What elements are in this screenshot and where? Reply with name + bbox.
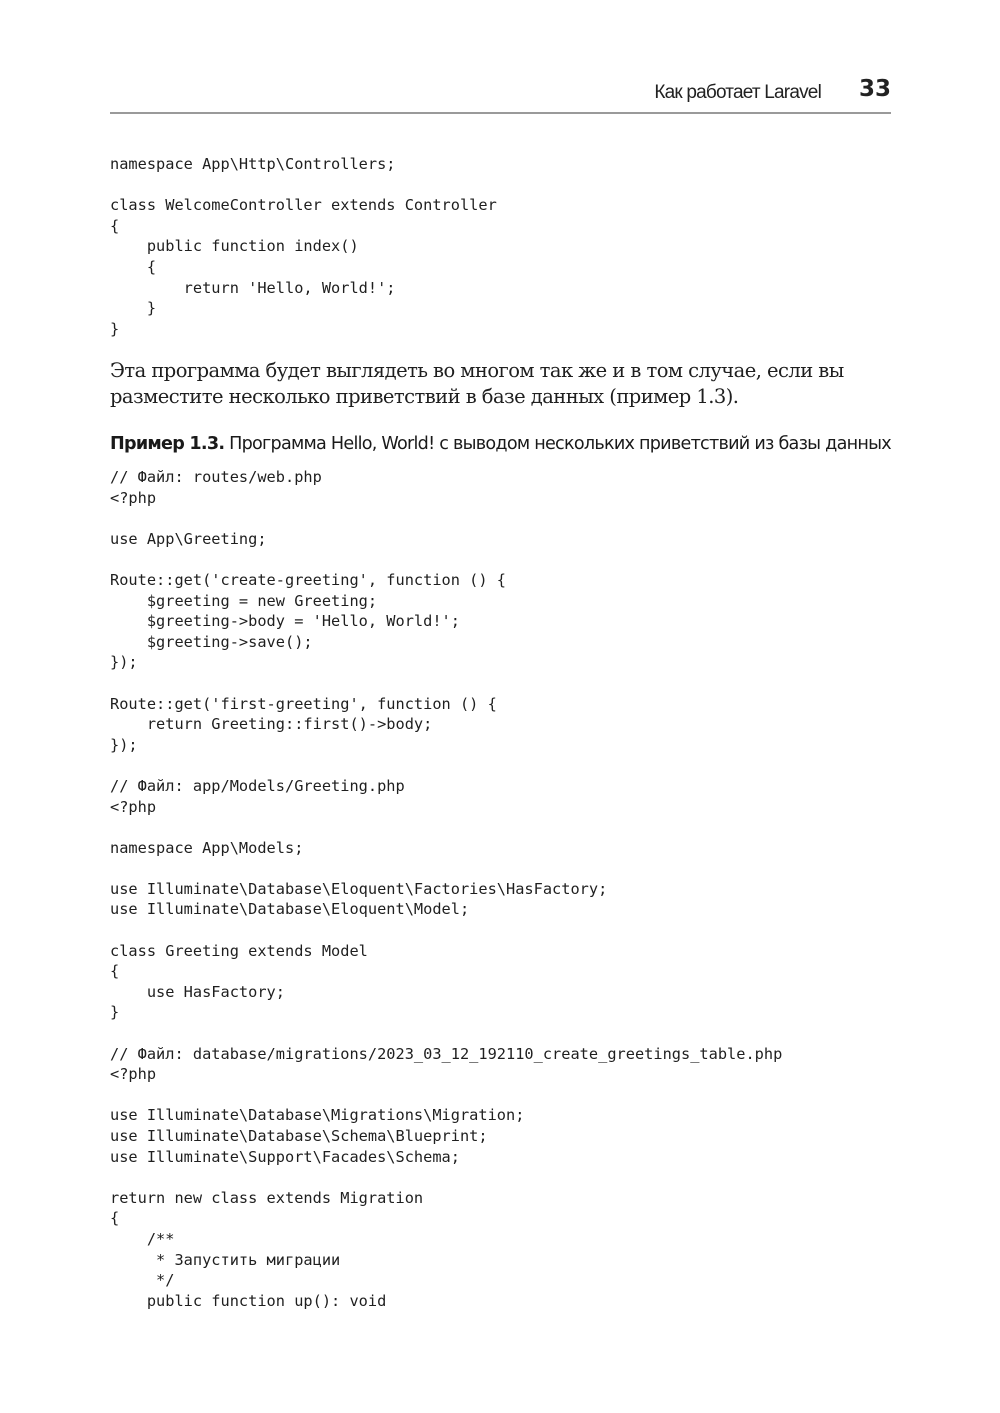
running-title: Как работает Laravel bbox=[654, 82, 821, 103]
code-block-example-1-3: // Файл: routes/web.php <?php use App\Greeting; Route::get('create-greeting', function () { $greeting = new Greeting; $greeting->body = 'Hello, World!'; $greeting->save(); }); Route::get('first-greeting', function () { return Greeting::first()->body; }); // Файл: app/Models/Greeting.php <?php namespace App\Models; use Illuminate\Database\Eloquent\Factories\HasFactory; use Illuminate\Database\Eloquent\Model; class Greeting extends Model { use HasFactory; } // Файл: database/migrations/2023_03_12_192110_create_greetings_table.php <?php use Illuminate\Database\Migrations\Migration; use Illuminate\Database\Schema\Blueprint; use Illuminate\Support\Facades\Schema; return new class extends Migration { /** * Запустить миграции */ public function up(): void bbox=[110, 468, 783, 1310]
page-number: 33 bbox=[858, 76, 891, 102]
body-paragraph: Эта программа будет выглядеть во многом так же и в том случае, если вы разместите несколько приветствий в базе данных (пример 1.3). bbox=[110, 359, 844, 408]
example-caption bbox=[110, 434, 910, 454]
example-caption-text: Программа Hello, World! с выводом нескольких приветствий из базы данных bbox=[224, 434, 891, 454]
code-block-welcome-controller: namespace App\Http\Controllers; class WelcomeController extends Controller { public function index() { return 'Hello, World!'; } } bbox=[110, 155, 497, 338]
example-caption-label: Пример 1.3. bbox=[110, 434, 225, 454]
page-header bbox=[110, 74, 891, 114]
